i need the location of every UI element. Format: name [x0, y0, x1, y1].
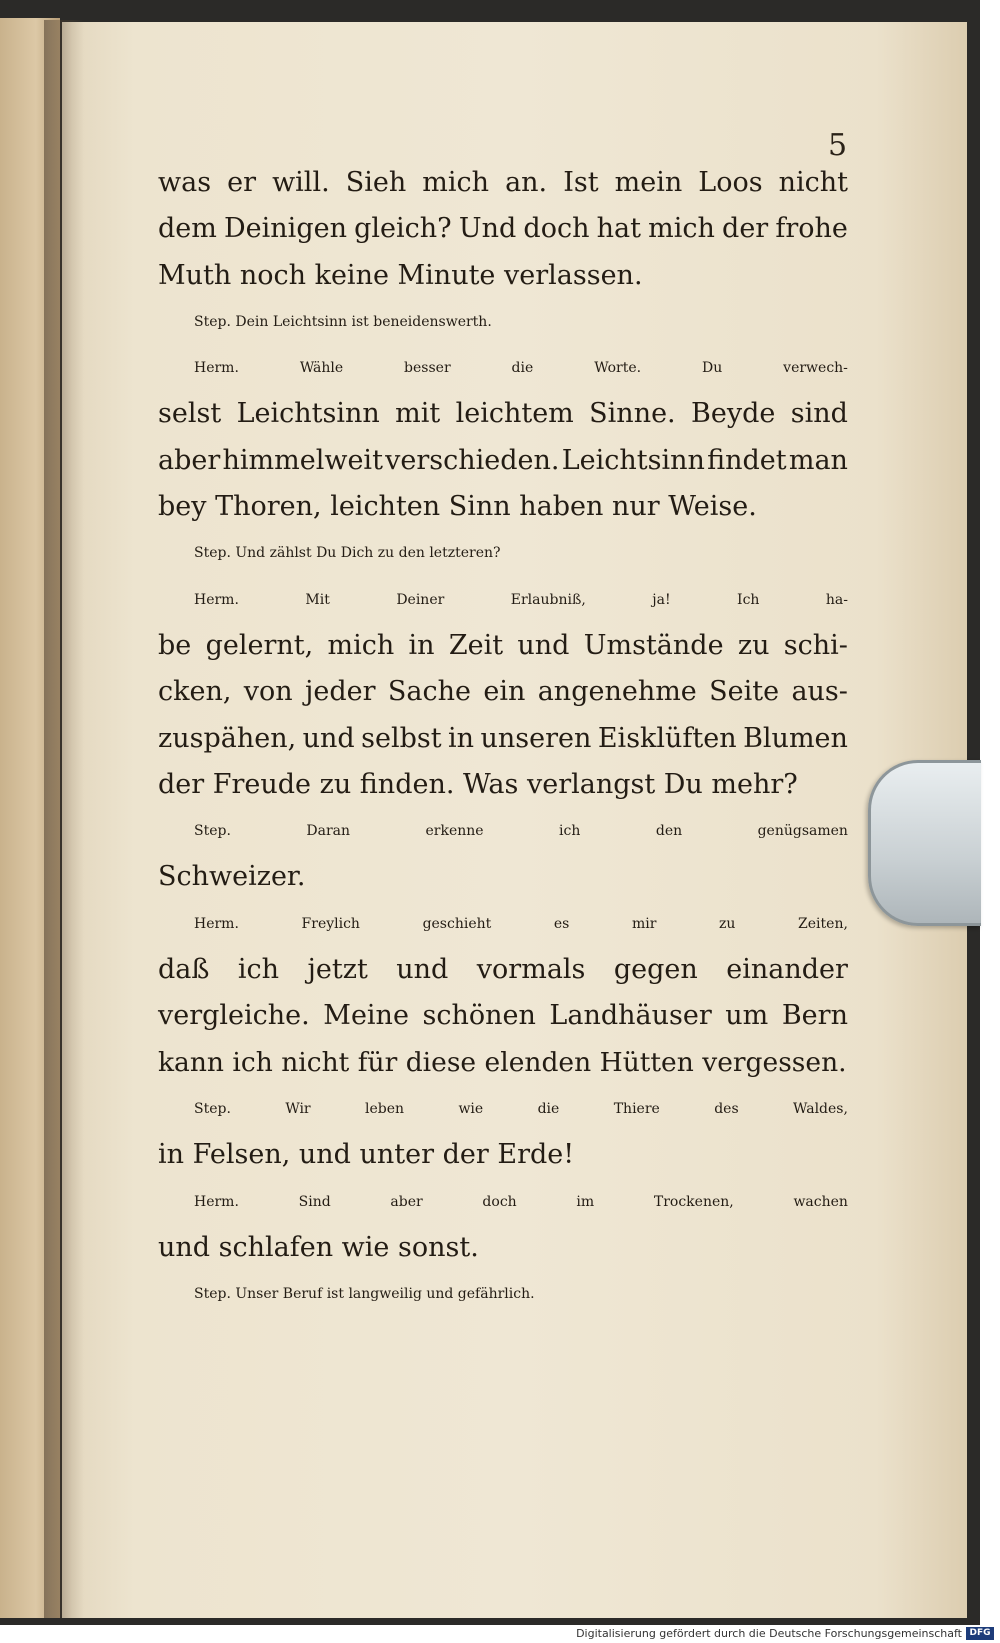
text-line: Step. Daran erkenne ich den genügsamen — [194, 823, 848, 840]
spine-shadow — [44, 20, 84, 1618]
text-line: zuspähen, und selbst in unseren Eisklüften Blumen — [158, 722, 848, 754]
page-clip-icon — [868, 760, 981, 926]
dfg-logo: DFG — [966, 1627, 994, 1640]
text-line: daß ich jetzt und vormals gegen einander — [158, 954, 848, 986]
text-line: selst Leichtsinn mit leichtem Sinne. Beyde sind — [158, 398, 848, 430]
text-line: dem Deinigen gleich? Und doch hat mich der frohe — [158, 213, 848, 245]
text-line: Herm. Mit Deiner Erlaubniß, ja! Ich ha- — [194, 591, 848, 608]
text-line: Muth noch keine Minute verlassen. — [158, 259, 643, 291]
text-line: was er will. Sieh mich an. Ist mein Loos nicht — [158, 167, 848, 198]
text-line: Herm. Wähle besser die Worte. Du verwech- — [194, 360, 848, 377]
text-line: und schlafen wie sonst. — [158, 1231, 479, 1263]
text-line: der Freude zu finden. Was verlangst Du mehr? — [158, 768, 798, 800]
text-line: Step. Dein Leichtsinn ist beneidenswerth. — [194, 313, 492, 330]
text-line: aber himmelweit verschieden. Leichtsinn findet man — [158, 444, 848, 476]
text-line: Step. Wir leben wie die Thiere des Waldes, — [194, 1100, 848, 1117]
funding-credit: Digitalisierung gefördert durch die Deutsche Forschungsgemeinschaft — [576, 1627, 962, 1640]
text-line: Herm. Sind aber doch im Trockenen, wachen — [194, 1193, 848, 1210]
text-line: Step. Und zählst Du Dich zu den letzteren? — [194, 545, 501, 562]
body-text — [158, 160, 848, 1317]
text-line: Step. Unser Beruf ist langweilig und gefährlich. — [194, 1286, 535, 1303]
text-line: kann ich nicht für diese elenden Hütten vergessen. — [158, 1046, 847, 1078]
text-line: Schweizer. — [158, 861, 306, 893]
page-number: 5 — [828, 128, 848, 163]
text-line: in Felsen, und unter der Erde! — [158, 1139, 575, 1171]
text-line: Herm. Freylich geschieht es mir zu Zeiten, — [194, 915, 848, 932]
text-line: bey Thoren, leichten Sinn haben nur Weise. — [158, 491, 757, 523]
text-line: be gelernt, mich in Zeit und Umstände zu schi- — [158, 629, 848, 661]
text-line: vergleiche. Meine schönen Landhäuser um Bern — [158, 1000, 848, 1032]
text-line: cken, von jeder Sache ein angenehme Seite aus- — [158, 676, 848, 708]
